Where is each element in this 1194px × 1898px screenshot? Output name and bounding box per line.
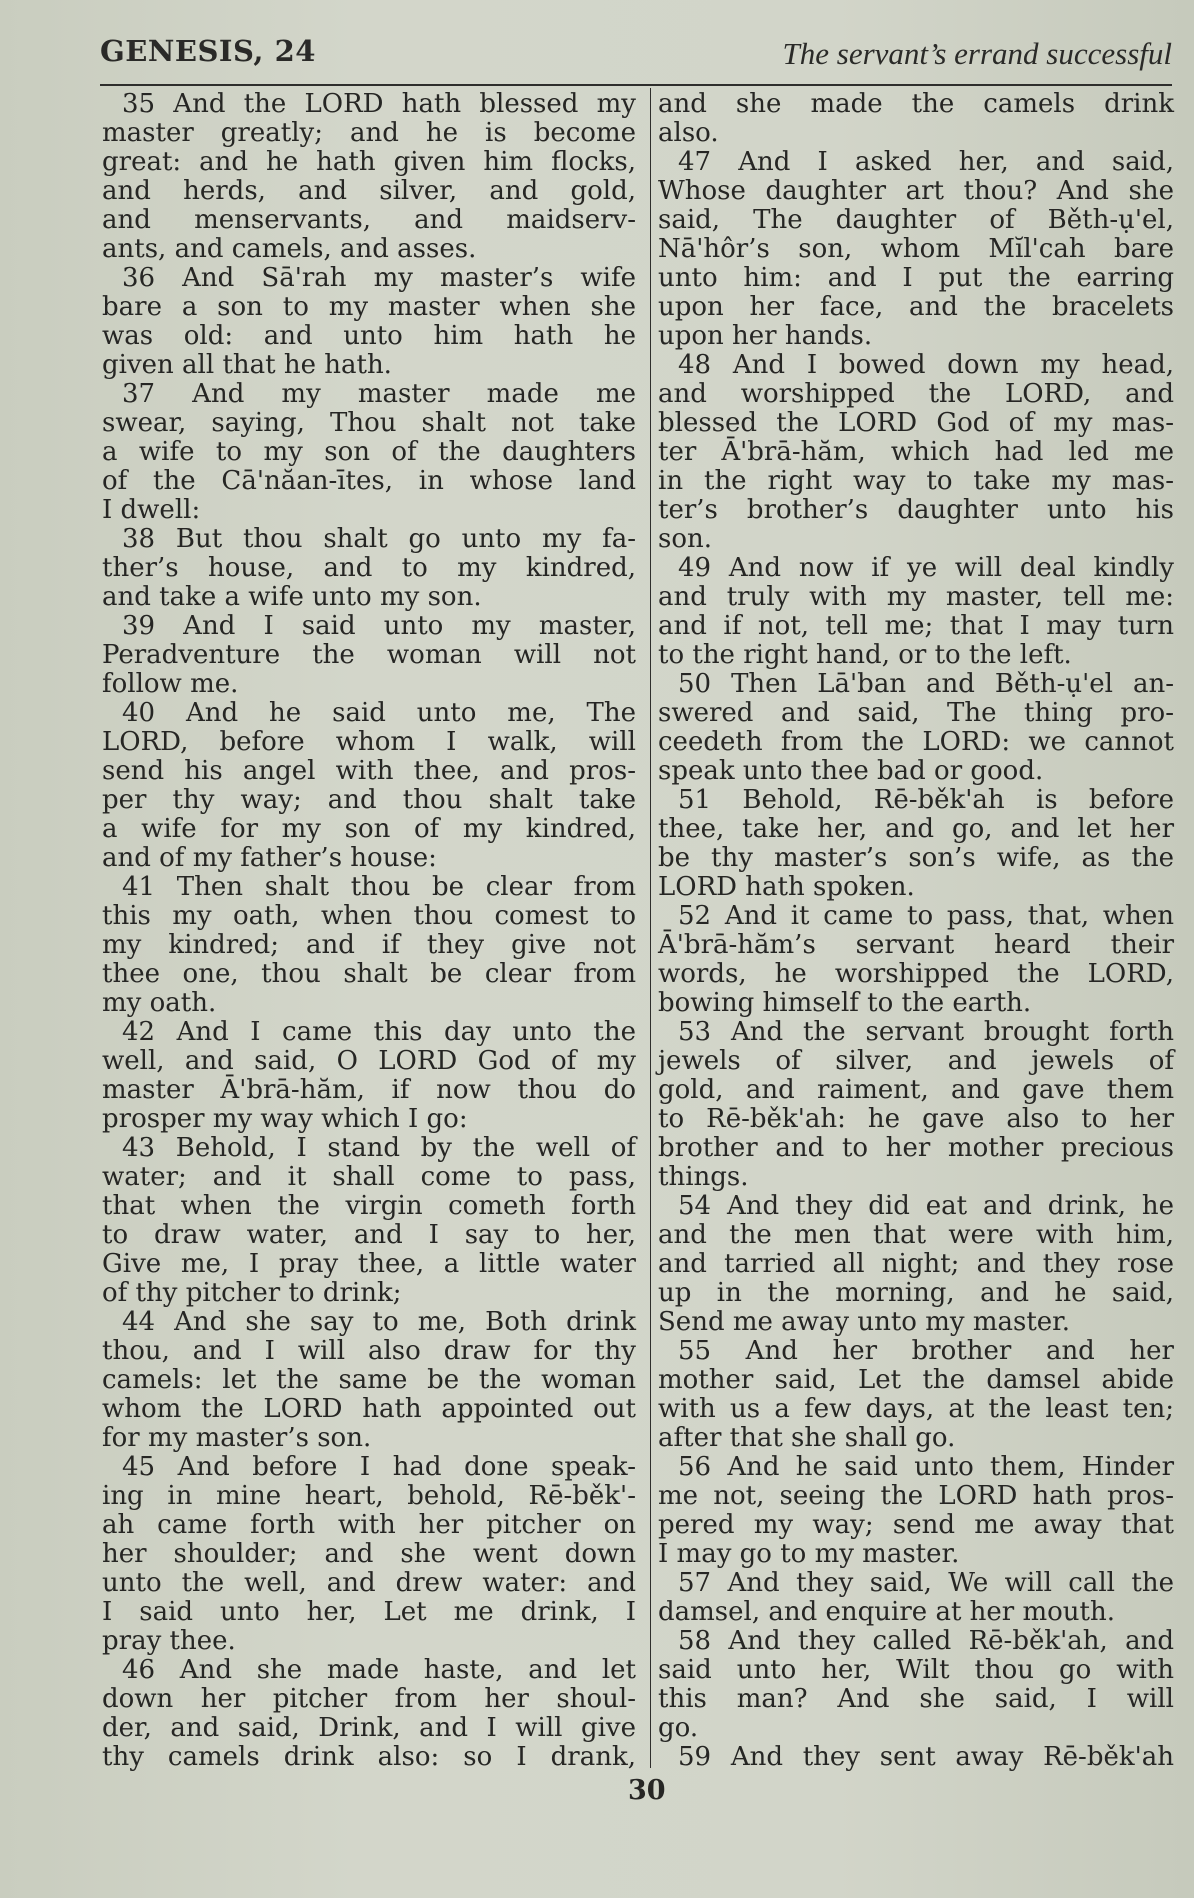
text-line: was old: and unto him hath he [102,321,636,351]
text-line: a wife for my son of my kindred, [102,814,636,844]
text-line: and menservants, and maidserv- [102,205,636,235]
text-line: ter Ā'brā-hăm, which had led me [658,437,1174,467]
text-line: 47 And I asked her, and said, [678,147,1174,177]
text-line: son. [658,524,713,554]
text-line: that when the virgin cometh forth [102,1191,636,1221]
text-line: my kindred; and if they give not [102,930,636,960]
text-line: to draw water, and I say to her, [102,1220,636,1250]
text-line: well, and said, O LORD God of my [102,1046,636,1076]
text-line: whom the LORD hath appointed out [102,1394,636,1424]
text-line: 56 And he said unto them, Hinder [678,1452,1174,1482]
text-line: 44 And she say to me, Both drink [122,1307,636,1337]
text-line: ing in mine heart, behold, Rē-běk'- [102,1481,636,1511]
text-line: der, and said, Drink, and I will give [102,1713,636,1743]
text-line: be thy master’s son’s wife, as the [658,843,1174,873]
text-line: in the right way to take my mas- [658,466,1174,496]
text-line: prosper my way which I go: [102,1104,468,1134]
text-line: this my oath, when thou comest to [102,901,636,931]
text-line: and herds, and silver, and gold, [102,176,636,206]
text-line: 48 And I bowed down my head, [678,350,1174,380]
text-line: said, The daughter of Běth-ụ'el, [658,205,1174,235]
text-line: me not, seeing the LORD hath pros- [658,1481,1174,1511]
text-line: and take a wife unto my son. [102,582,482,612]
text-line: ah came forth with her pitcher on [102,1510,636,1540]
right-text-column [658,90,1174,1772]
text-line: upon her hands. [658,321,873,351]
text-line: I may go to my master. [658,1539,960,1569]
text-line: ter’s brother’s daughter unto his [658,495,1174,525]
text-line: camels: let the same be the woman [102,1365,636,1395]
text-line: speak unto thee bad or good. [658,756,1044,786]
text-line: up in the morning, and he said, [658,1278,1174,1308]
text-line: and if not, tell me; that I may turn [658,611,1174,641]
text-line: after that she shall go. [658,1423,956,1453]
text-line: Nā'hôr’s son, whom Mĭl'cah bare [658,234,1174,264]
text-line: gold, and raiment, and gave them [658,1075,1174,1105]
text-line: 52 And it came to pass, that, when [678,901,1174,931]
text-line: her shoulder; and she went down [102,1539,636,1569]
text-line: brother and to her mother precious [658,1133,1174,1163]
text-line: 55 And her brother and her [678,1336,1174,1366]
text-line: go. [658,1713,699,1743]
text-line: 39 And I said unto my master, [122,611,636,641]
text-line: and worshipped the LORD, and [658,379,1174,409]
text-line: 35 And the LORD hath blessed my [122,89,636,119]
text-line: my oath. [102,988,217,1018]
text-line: swered and said, The thing pro- [658,698,1174,728]
text-line: and of my father’s house: [102,843,437,873]
text-line: LORD, before whom I walk, will [102,727,636,757]
page-number: 30 [628,1775,666,1806]
text-line: I said unto her, Let me drink, I [102,1597,636,1627]
text-line: 58 And they called Rē-běk'ah, and [678,1626,1174,1656]
text-line: of thy pitcher to drink; [102,1278,402,1308]
text-line: ants, and camels, and asses. [102,234,477,264]
text-line: Peradventure the woman will not [102,640,636,670]
text-line: 40 And he said unto me, The [122,698,636,728]
text-line: 49 And now if ye will deal kindly [678,553,1174,583]
text-line: 50 Then Lā'ban and Běth-ụ'el an- [678,669,1174,699]
text-line: for my master’s son. [102,1423,372,1453]
text-line: ceedeth from the LORD: we cannot [658,727,1174,757]
text-line: a wife to my son of the daughters [102,437,636,467]
text-line: Send me away unto my master. [658,1307,1071,1337]
text-line: Give me, I pray thee, a little water [102,1249,636,1279]
text-line: and truly with my master, tell me: [658,582,1174,612]
running-head-book-chapter: GENESIS, 24 [100,34,316,68]
text-line: 38 But thou shalt go unto my fa- [122,524,636,554]
text-line: of the Cā'năan-ītes, in whose land [102,466,636,496]
text-line: 54 And they did eat and drink, he [678,1191,1174,1221]
text-line: 45 And before I had done speak- [122,1452,636,1482]
text-line: pered my way; send me away that [658,1510,1174,1540]
text-line: bowing himself to the earth. [658,988,1032,1018]
text-line: down her pitcher from her shoul- [102,1684,636,1714]
text-line: words, he worshipped the LORD, [658,959,1174,989]
text-line: bare a son to my master when she [102,292,636,322]
text-line: given all that he hath. [102,350,392,380]
text-line: mother said, Let the damsel abide [658,1365,1174,1395]
text-line: ther’s house, and to my kindred, [102,553,636,583]
text-line: 37 And my master made me [122,379,636,409]
text-line: 46 And she made haste, and let [122,1655,636,1685]
text-line: Ā'brā-hăm’s servant heard their [658,930,1174,960]
text-line: 43 Behold, I stand by the well of [122,1133,636,1163]
running-head-title: The servant’s errand successful [782,36,1172,71]
text-line: thou, and I will also draw for thy [102,1336,636,1366]
text-line: master greatly; and he is become [102,118,636,148]
text-line: 51 Behold, Rē-běk'ah is before [678,785,1174,815]
text-line: this man? And she said, I will [658,1684,1174,1714]
text-line: thee one, thou shalt be clear from [102,959,636,989]
text-line: I dwell: [102,495,201,525]
text-line: said unto her, Wilt thou go with [658,1655,1174,1685]
text-line: and she made the camels drink [658,89,1174,119]
text-line: blessed the LORD God of my mas- [658,408,1174,438]
text-line: upon her face, and the bracelets [658,292,1174,322]
text-line: 42 And I came this day unto the [122,1017,636,1047]
text-line: also. [658,118,719,148]
text-line: water; and it shall come to pass, [102,1162,636,1192]
text-line: things. [658,1162,749,1192]
text-line: jewels of silver, and jewels of [658,1046,1174,1076]
text-line: unto the well, and drew water: and [102,1568,636,1598]
text-line: with us a few days, at the least ten; [658,1394,1174,1424]
text-line: 53 And the servant brought forth [678,1017,1174,1047]
text-line: 57 And they said, We will call the [678,1568,1174,1598]
text-line: per thy way; and thou shalt take [102,785,636,815]
text-line: 41 Then shalt thou be clear from [122,872,636,902]
text-line: LORD hath spoken. [658,872,915,902]
text-line: to Rē-běk'ah: he gave also to her [658,1104,1174,1134]
left-text-column [102,90,636,1772]
text-line: pray thee. [102,1626,236,1656]
text-line: 59 And they sent away Rē-běk'ah [678,1742,1174,1772]
column-divider [650,88,651,1768]
text-line: thee, take her, and go, and let her [658,814,1174,844]
text-line: send his angel with thee, and pros- [102,756,636,786]
text-line: and the men that were with him, [658,1220,1174,1250]
text-line: unto him: and I put the earring [658,263,1174,293]
text-line: great: and he hath given him flocks, [102,147,636,177]
text-line: swear, saying, Thou shalt not take [102,408,636,438]
text-line: damsel, and enquire at her mouth. [658,1597,1115,1627]
text-line: Whose daughter art thou? And she [658,176,1174,206]
text-line: follow me. [102,669,239,699]
text-line: to the right hand, or to the left. [658,640,1072,670]
text-line: and tarried all night; and they rose [658,1249,1174,1279]
header-rule [100,84,1172,86]
text-line: master Ā'brā-hăm, if now thou do [102,1075,636,1105]
text-line: 36 And Sā'rah my master’s wife [122,263,636,293]
text-line: thy camels drink also: so I drank, [102,1742,636,1772]
